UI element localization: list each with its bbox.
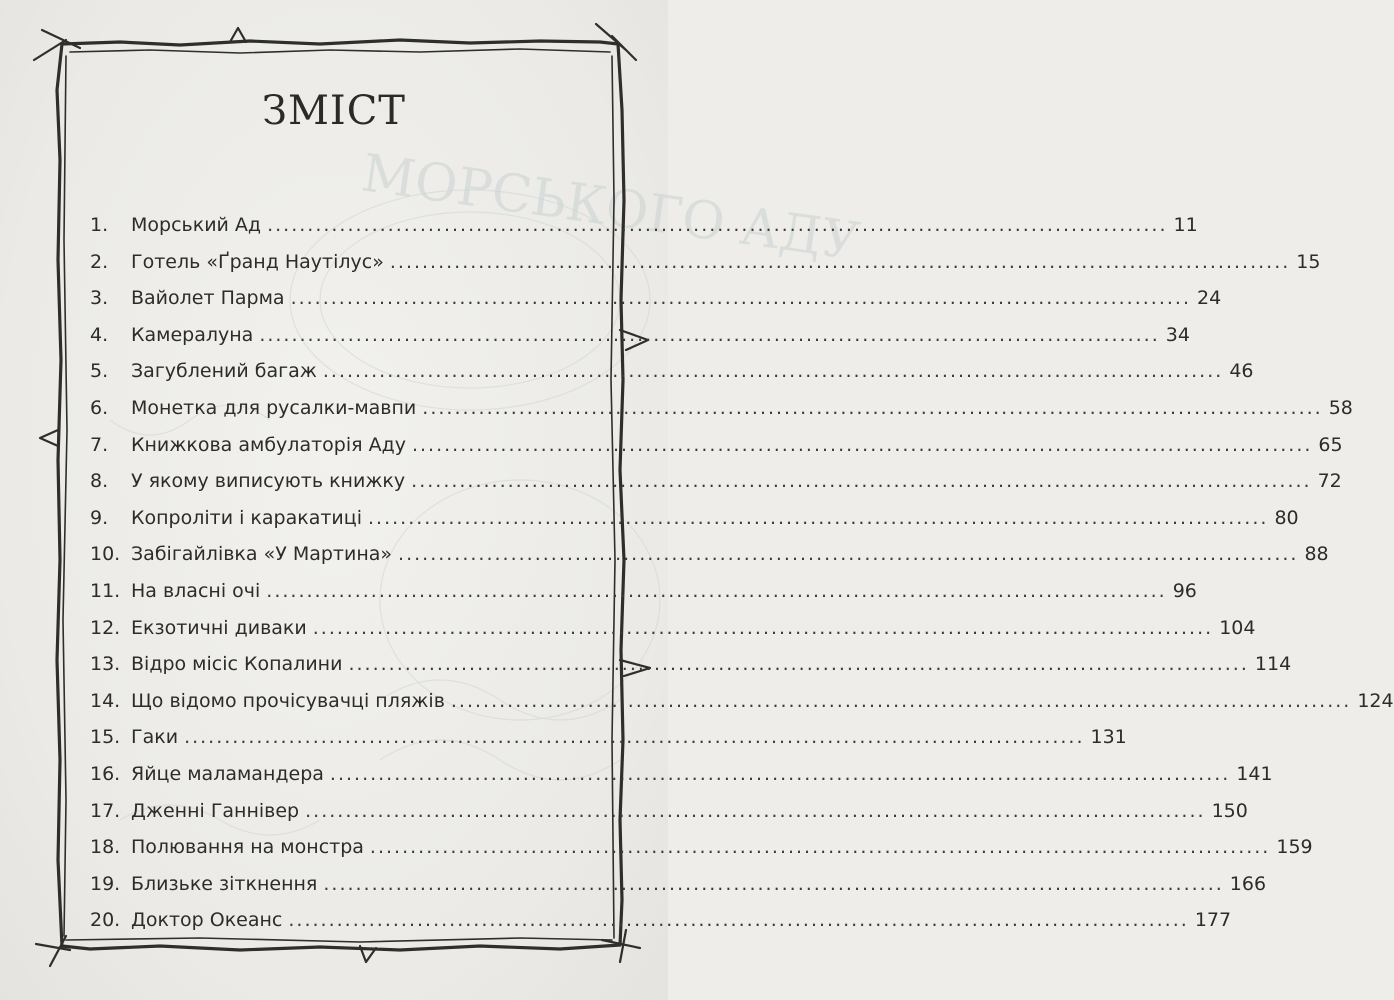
- chapter-title: Екзотичні диваки: [131, 616, 307, 639]
- chapter-number: 6.: [90, 396, 109, 419]
- chapter-title: Яйце маламандера: [131, 762, 324, 785]
- chapter-title: На власні очі: [131, 579, 261, 602]
- chapter-number: 7.: [90, 433, 109, 456]
- toc-entry-14[interactable]: [90, 689, 1394, 727]
- toc-entry-12[interactable]: [90, 616, 1256, 654]
- toc-entry-5[interactable]: [90, 360, 1254, 397]
- page-number: 159: [1276, 836, 1313, 859]
- chapter-number: 20.: [90, 909, 121, 932]
- dot-leader: [323, 360, 1223, 382]
- dot-leader: [266, 580, 1166, 602]
- chapter-title: Близьке зіткнення: [131, 872, 318, 895]
- chapter-title: Гаки: [131, 726, 179, 749]
- page-number: 34: [1165, 323, 1190, 346]
- chapter-title: Що відомо прочісувачці пляжів: [131, 689, 445, 712]
- toc-entry-6[interactable]: [90, 396, 1353, 434]
- chapter-title: Вайолет Парма: [131, 287, 285, 310]
- chapter-number: 12.: [90, 616, 121, 639]
- dot-leader: [323, 873, 1223, 895]
- dot-leader: [412, 434, 1312, 456]
- chapter-title: Камералуна: [131, 323, 254, 346]
- page-number: 88: [1304, 543, 1329, 566]
- dot-leader: [368, 507, 1268, 529]
- toc-entry-4[interactable]: [90, 323, 1190, 361]
- chapter-number: 18.: [90, 836, 121, 859]
- chapter-title: Готель «Ґранд Наутілус»: [131, 250, 384, 273]
- chapter-number: 17.: [90, 799, 121, 822]
- chapter-title: Загублений багаж: [131, 360, 317, 383]
- dot-leader: [184, 726, 1084, 748]
- table-of-contents: [90, 214, 1394, 946]
- chapter-title: Полювання на монстра: [131, 836, 364, 859]
- page-number: 131: [1090, 726, 1127, 749]
- chapter-title: Відро місіс Копалини: [131, 653, 343, 676]
- dot-leader: [267, 214, 1167, 236]
- chapter-number: 3.: [90, 287, 109, 310]
- chapter-number: 8.: [90, 470, 109, 493]
- chapter-number: 11.: [90, 579, 121, 602]
- toc-entry-19[interactable]: [90, 872, 1267, 910]
- chapter-title: У якому виписують книжку: [131, 470, 406, 493]
- chapter-number: 1.: [90, 214, 109, 236]
- chapter-number: 9.: [90, 506, 109, 529]
- page-number: 96: [1172, 579, 1197, 602]
- chapter-number: 15.: [90, 726, 121, 749]
- chapter-number: 5.: [90, 360, 109, 383]
- page-title: ЗМІСТ: [262, 88, 406, 134]
- dot-leader: [398, 543, 1298, 565]
- chapter-title: Книжкова амбулаторія Аду: [131, 433, 406, 456]
- toc-entry-8[interactable]: [90, 470, 1342, 507]
- toc-entry-9[interactable]: [90, 506, 1299, 544]
- toc-entry-18[interactable]: [90, 836, 1313, 873]
- toc-entry-17[interactable]: [90, 799, 1248, 837]
- toc-entry-7[interactable]: [90, 433, 1343, 471]
- chapter-number: 14.: [90, 689, 121, 712]
- toc-entry-13[interactable]: [90, 653, 1292, 690]
- chapter-number: 19.: [90, 872, 121, 895]
- chapter-title: Дженні Ганнівер: [131, 799, 300, 822]
- page-number: 114: [1254, 653, 1292, 676]
- toc-entry-15[interactable]: [90, 726, 1127, 763]
- toc-entry-20[interactable]: [90, 909, 1232, 946]
- chapter-number: 10.: [90, 543, 121, 566]
- dot-leader: [370, 836, 1270, 858]
- toc-entry-10[interactable]: [90, 543, 1329, 580]
- page-number: 11: [1173, 214, 1198, 236]
- page-number: 58: [1328, 396, 1353, 419]
- page-number: 124: [1357, 689, 1394, 712]
- dot-leader: [330, 763, 1230, 785]
- toc-entry-16[interactable]: [90, 762, 1273, 800]
- chapter-title: Копроліти і каракатиці: [131, 506, 362, 529]
- page-number: 141: [1236, 762, 1273, 785]
- dot-leader: [291, 287, 1191, 309]
- dot-leader: [422, 397, 1322, 419]
- dot-leader: [348, 653, 1248, 675]
- chapter-number: 2.: [90, 250, 109, 273]
- dot-leader: [305, 800, 1205, 822]
- watermark-text: МОРСЬКОГО АДУ: [358, 143, 864, 273]
- page-number: 72: [1317, 470, 1342, 493]
- toc-entry-1[interactable]: [90, 214, 1198, 251]
- page-number: 166: [1229, 872, 1267, 895]
- dot-leader: [411, 470, 1311, 492]
- page-number: 104: [1219, 616, 1256, 639]
- page-number: 177: [1194, 909, 1232, 932]
- dot-leader: [451, 690, 1351, 712]
- chapter-title: Доктор Океанс: [131, 909, 283, 932]
- chapter-number: 13.: [90, 653, 121, 676]
- page-number: 80: [1274, 506, 1299, 529]
- chapter-number: 4.: [90, 323, 109, 346]
- toc-entry-2[interactable]: [90, 250, 1321, 288]
- toc-entry-3[interactable]: [90, 287, 1222, 324]
- page-number: 24: [1197, 287, 1222, 310]
- chapter-number: 16.: [90, 762, 121, 785]
- chapter-title: Монетка для русалки-мавпи: [131, 396, 417, 419]
- page-number: 46: [1229, 360, 1254, 383]
- chapter-title: Забігайлівка «У Мартина»: [131, 543, 393, 566]
- page-number: 150: [1211, 799, 1248, 822]
- dot-leader: [390, 251, 1290, 273]
- page-number: 65: [1318, 433, 1343, 456]
- chapter-title: Морський Ад: [131, 214, 262, 236]
- page-number: 15: [1296, 250, 1321, 273]
- toc-entry-11[interactable]: [90, 579, 1197, 617]
- dot-leader: [313, 617, 1213, 639]
- dot-leader: [288, 909, 1188, 931]
- dot-leader: [259, 324, 1159, 346]
